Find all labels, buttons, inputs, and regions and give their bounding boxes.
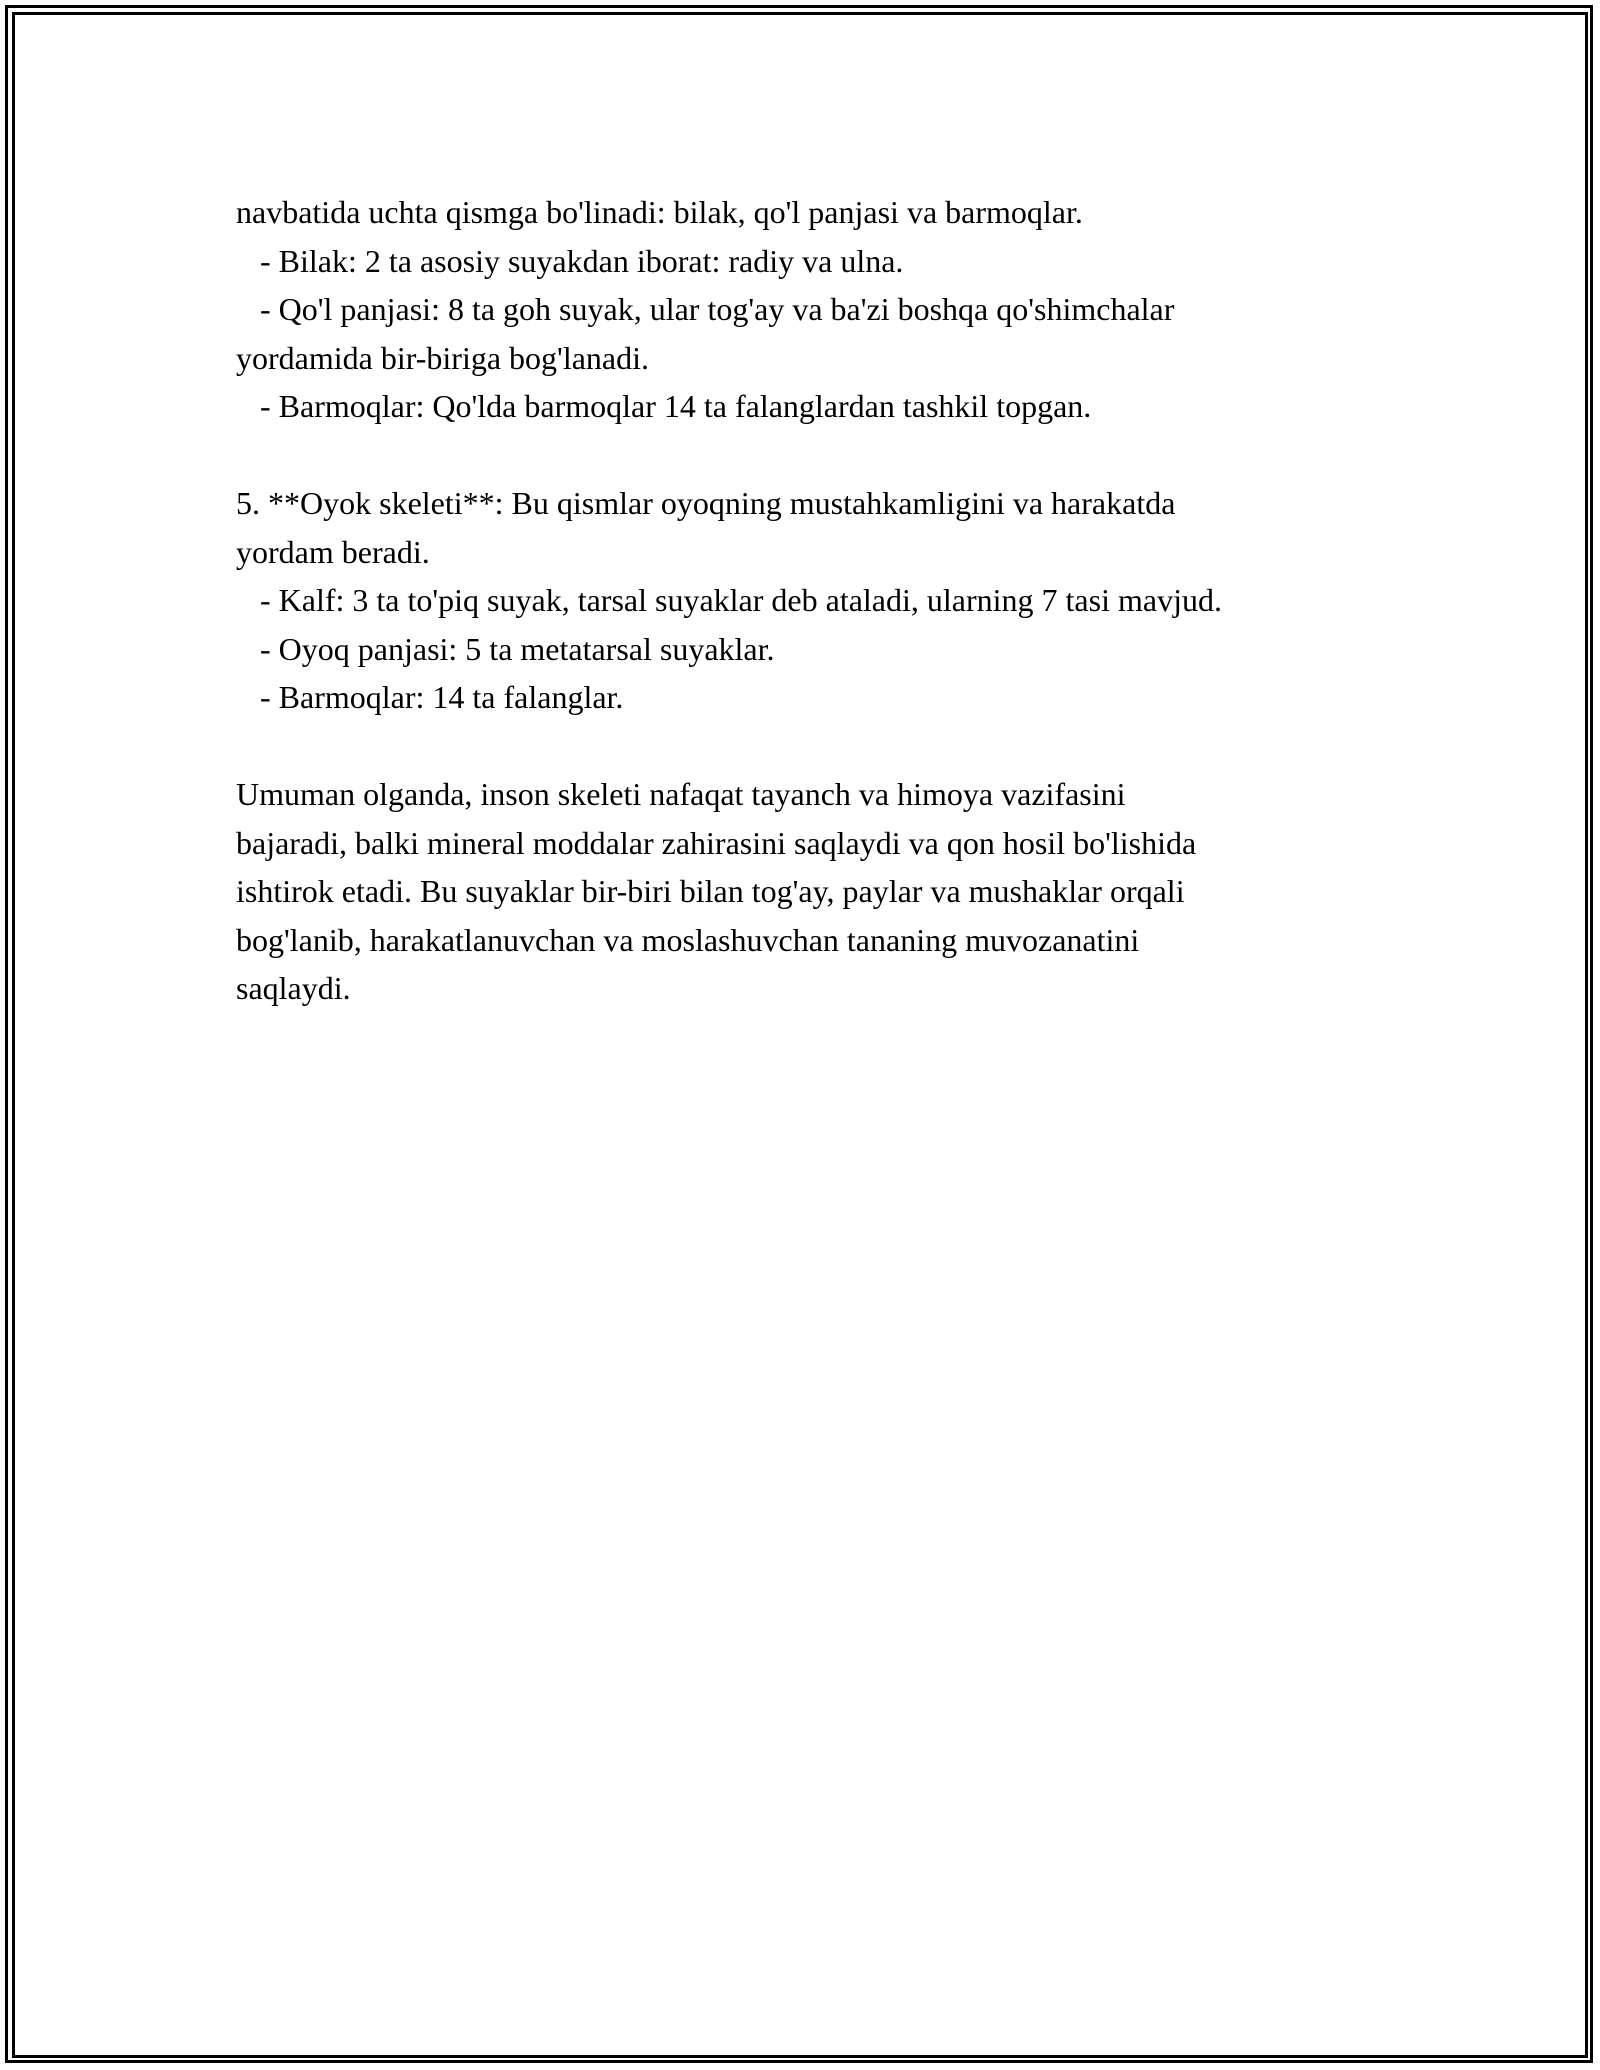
summary-paragraph-line: saqlaydi. [236,970,351,1006]
blank-line [236,722,1376,771]
list-item-qol-panjasi: - Qo'l panjasi: 8 ta goh suyak, ular tog'ay va ba'zi boshqa qo'shimchalar [236,291,1175,327]
section-heading-oyok-skeleti: 5. **Oyok skeleti**: Bu qismlar oyoqning mustahkamligini va harakatda [236,485,1176,521]
summary-paragraph-line: bajaradi, balki mineral moddalar zahirasini saqlaydi va qon hosil bo'lishida [236,824,1197,861]
text-line: yordam beradi. [236,533,430,570]
list-item-oyoq-panjasi: - Oyoq panjasi: 5 ta metatarsal suyaklar. [236,630,775,667]
summary-paragraph-line: bog'lanib, harakatlanuvchan va moslashuvchan tananing muvozanatini [236,921,1140,958]
text-line: navbatida uchta qismga bo'linadi: bilak, qo'l panjasi va barmoqlar. [236,194,1083,230]
blank-line [236,431,1376,480]
list-item-kalf: - Kalf: 3 ta to'piq suyak, tarsal suyaklar deb ataladi, ularning 7 tasi mavjud. [236,582,1222,618]
text-line: yordamida bir-biriga bog'lanadi. [236,339,649,376]
summary-paragraph-line: Umuman olganda, inson skeleti nafaqat tayanch va himoya vazifasini [236,776,1126,812]
list-item-barmoqlar: - Barmoqlar: 14 ta falanglar. [236,679,624,715]
summary-paragraph-line: ishtirok etadi. Bu suyaklar bir-biri bilan tog'ay, paylar va mushaklar orqali [236,873,1185,909]
document-body [236,188,1376,1013]
list-item-barmoqlar: - Barmoqlar: Qo'lda barmoqlar 14 ta falanglardan tashkil topgan. [236,388,1092,424]
list-item-bilak: - Bilak: 2 ta asosiy suyakdan iborat: radiy va ulna. [236,242,904,279]
